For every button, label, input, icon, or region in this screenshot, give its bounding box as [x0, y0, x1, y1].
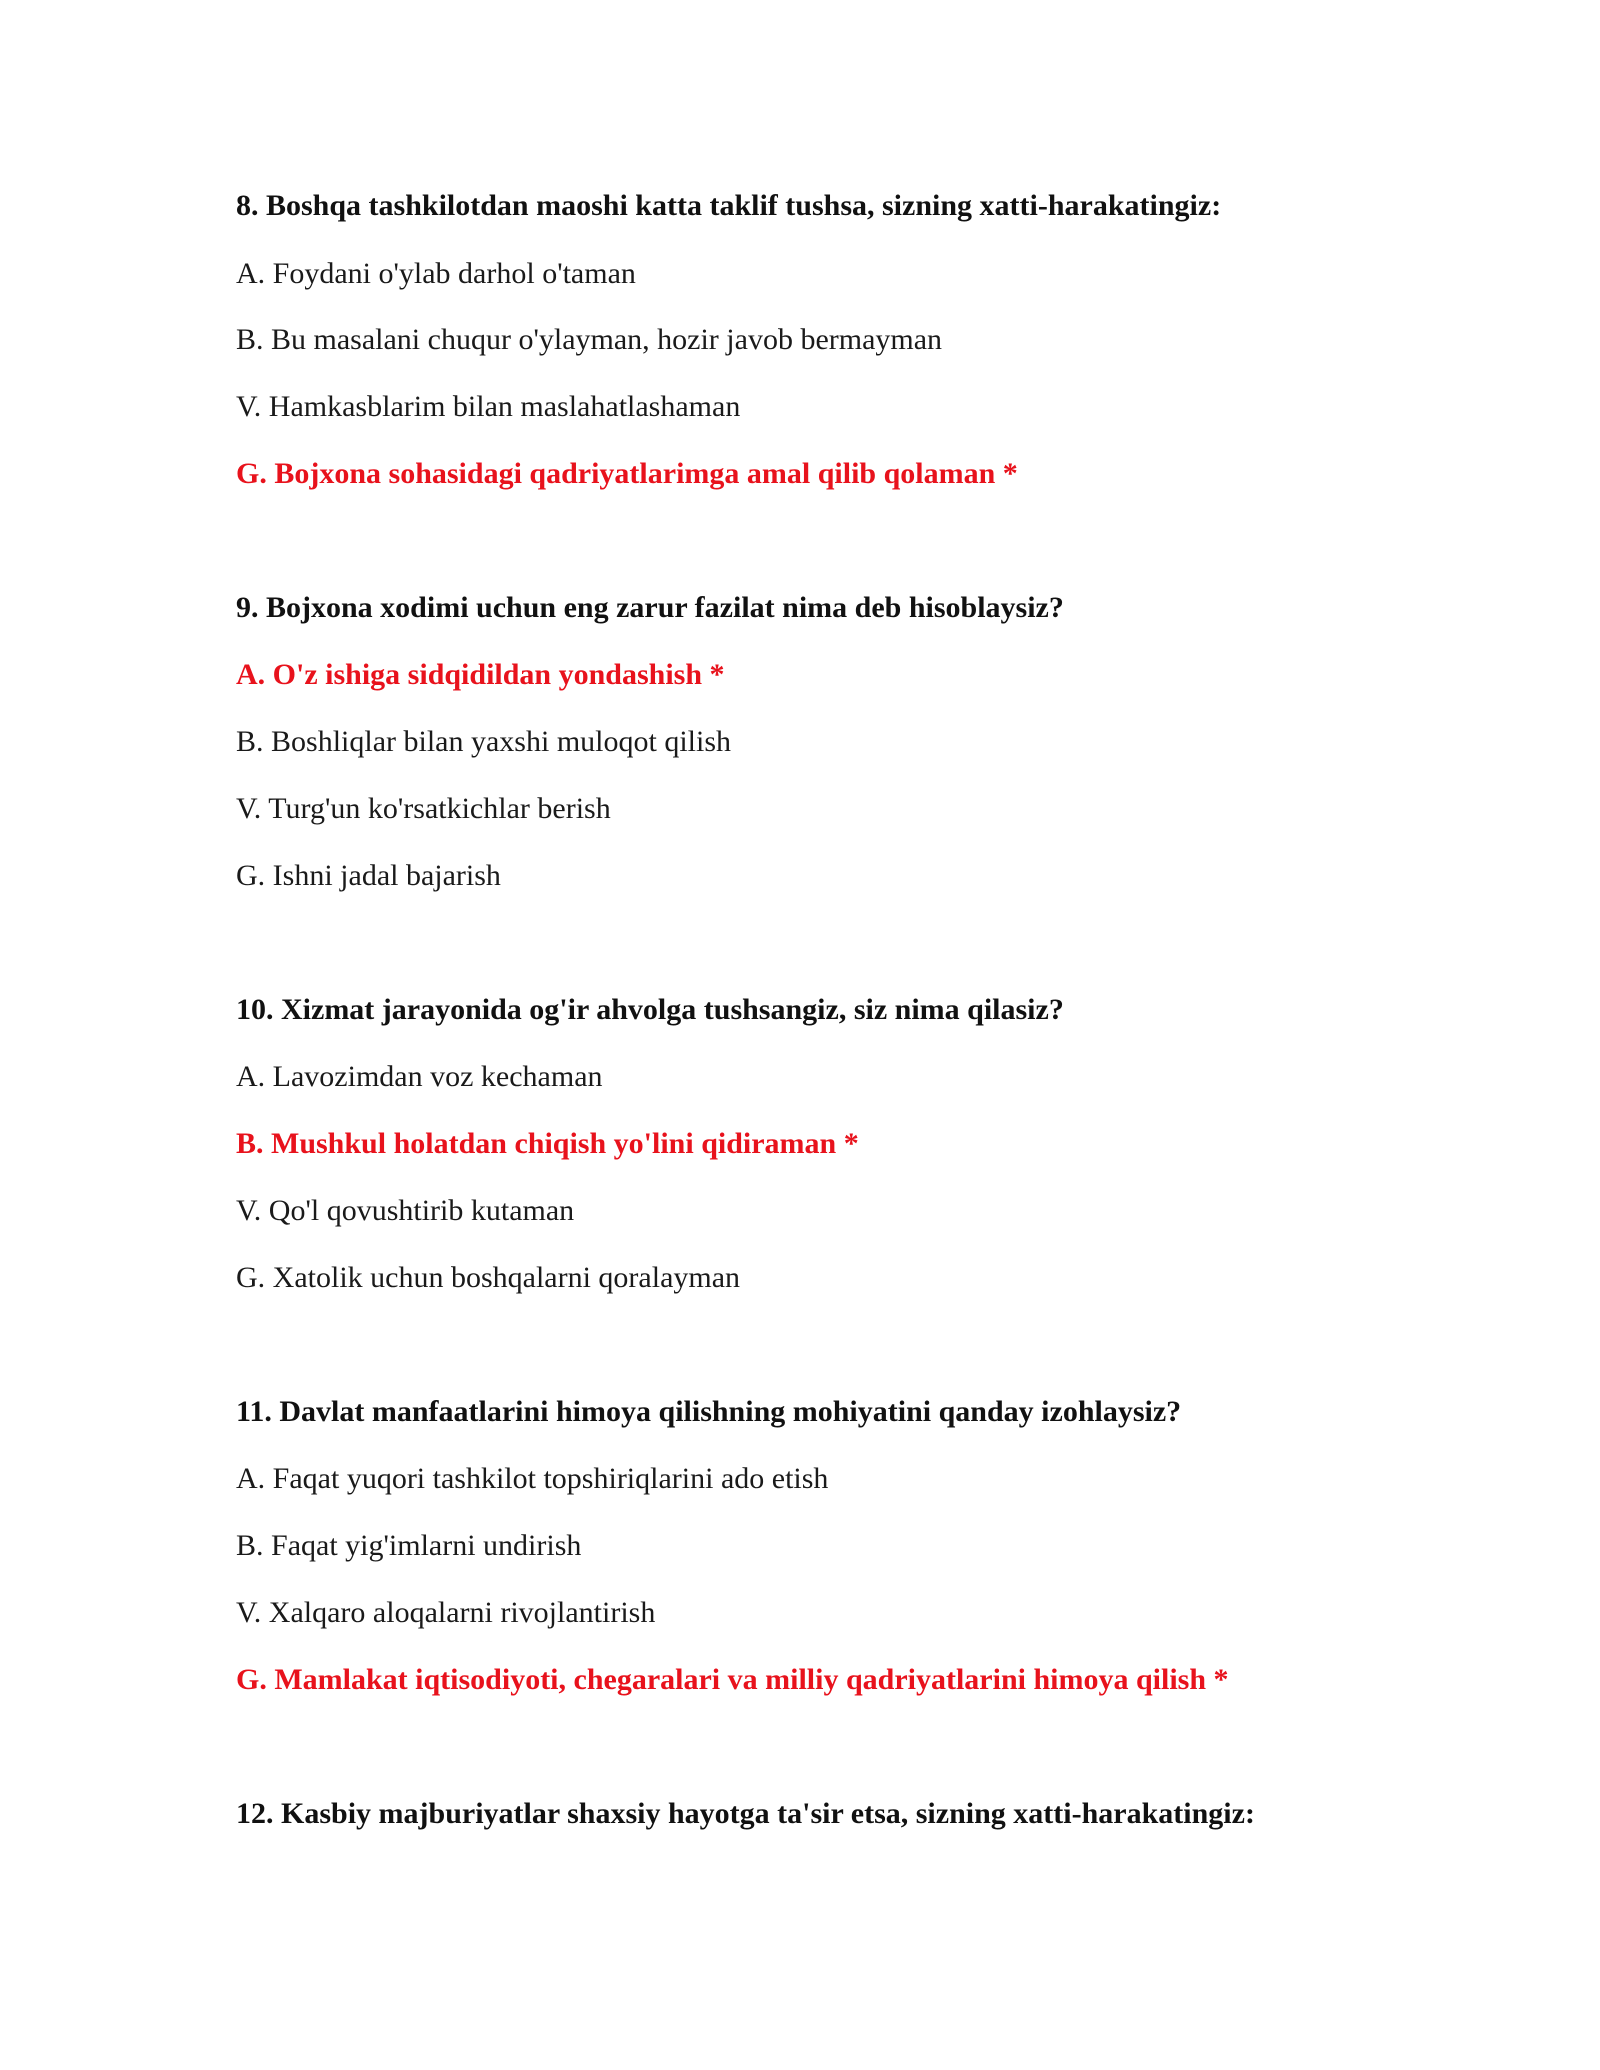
option-9-a-correct: A. O'z ishiga sidqidildan yondashish * — [236, 658, 725, 691]
option-9-g: G. Ishni jadal bajarish — [236, 859, 501, 892]
question-11: 11. Davlat manfaatlarini himoya qilishning mohiyatini qanday izohlaysiz? — [236, 1395, 1182, 1428]
question-10: 10. Xizmat jarayonida og'ir ahvolga tushsangiz, siz nima qilasiz? — [236, 993, 1064, 1026]
question-9: 9. Bojxona xodimi uchun eng zarur fazilat nima deb hisoblaysiz? — [236, 591, 1064, 624]
option-8-g-correct: G. Bojxona sohasidagi qadriyatlarimga amal qilib qolaman * — [236, 457, 1018, 490]
option-10-g: G. Xatolik uchun boshqalarni qoralayman — [236, 1261, 741, 1294]
option-8-b: B. Bu masalani chuqur o'ylayman, hozir javob bermayman — [236, 323, 943, 356]
question-12: 12. Kasbiy majburiyatlar shaxsiy hayotga ta'sir etsa, sizning xatti-harakatingiz: — [236, 1797, 1255, 1830]
option-9-v: V. Turg'un ko'rsatkichlar berish — [236, 792, 611, 825]
option-11-b: B. Faqat yig'imlarni undirish — [236, 1529, 582, 1562]
option-10-a: A. Lavozimdan voz kechaman — [236, 1060, 603, 1093]
option-9-b: B. Boshliqlar bilan yaxshi muloqot qilish — [236, 725, 731, 758]
question-8: 8. Boshqa tashkilotdan maoshi katta taklif tushsa, sizning xatti-harakatingiz: — [236, 189, 1222, 222]
option-8-a: A. Foydani o'ylab darhol o'taman — [236, 257, 636, 290]
option-11-v: V. Xalqaro aloqalarni rivojlantirish — [236, 1596, 656, 1629]
option-11-a: A. Faqat yuqori tashkilot topshiriqlarini ado etish — [236, 1462, 829, 1495]
option-10-v: V. Qo'l qovushtirib kutaman — [236, 1194, 575, 1227]
option-11-g-correct: G. Mamlakat iqtisodiyoti, chegaralari va milliy qadriyatlarini himoya qilish * — [236, 1663, 1229, 1696]
option-10-b-correct: B. Mushkul holatdan chiqish yo'lini qidiraman * — [236, 1127, 859, 1160]
option-8-v: V. Hamkasblarim bilan maslahatlashaman — [236, 390, 741, 423]
